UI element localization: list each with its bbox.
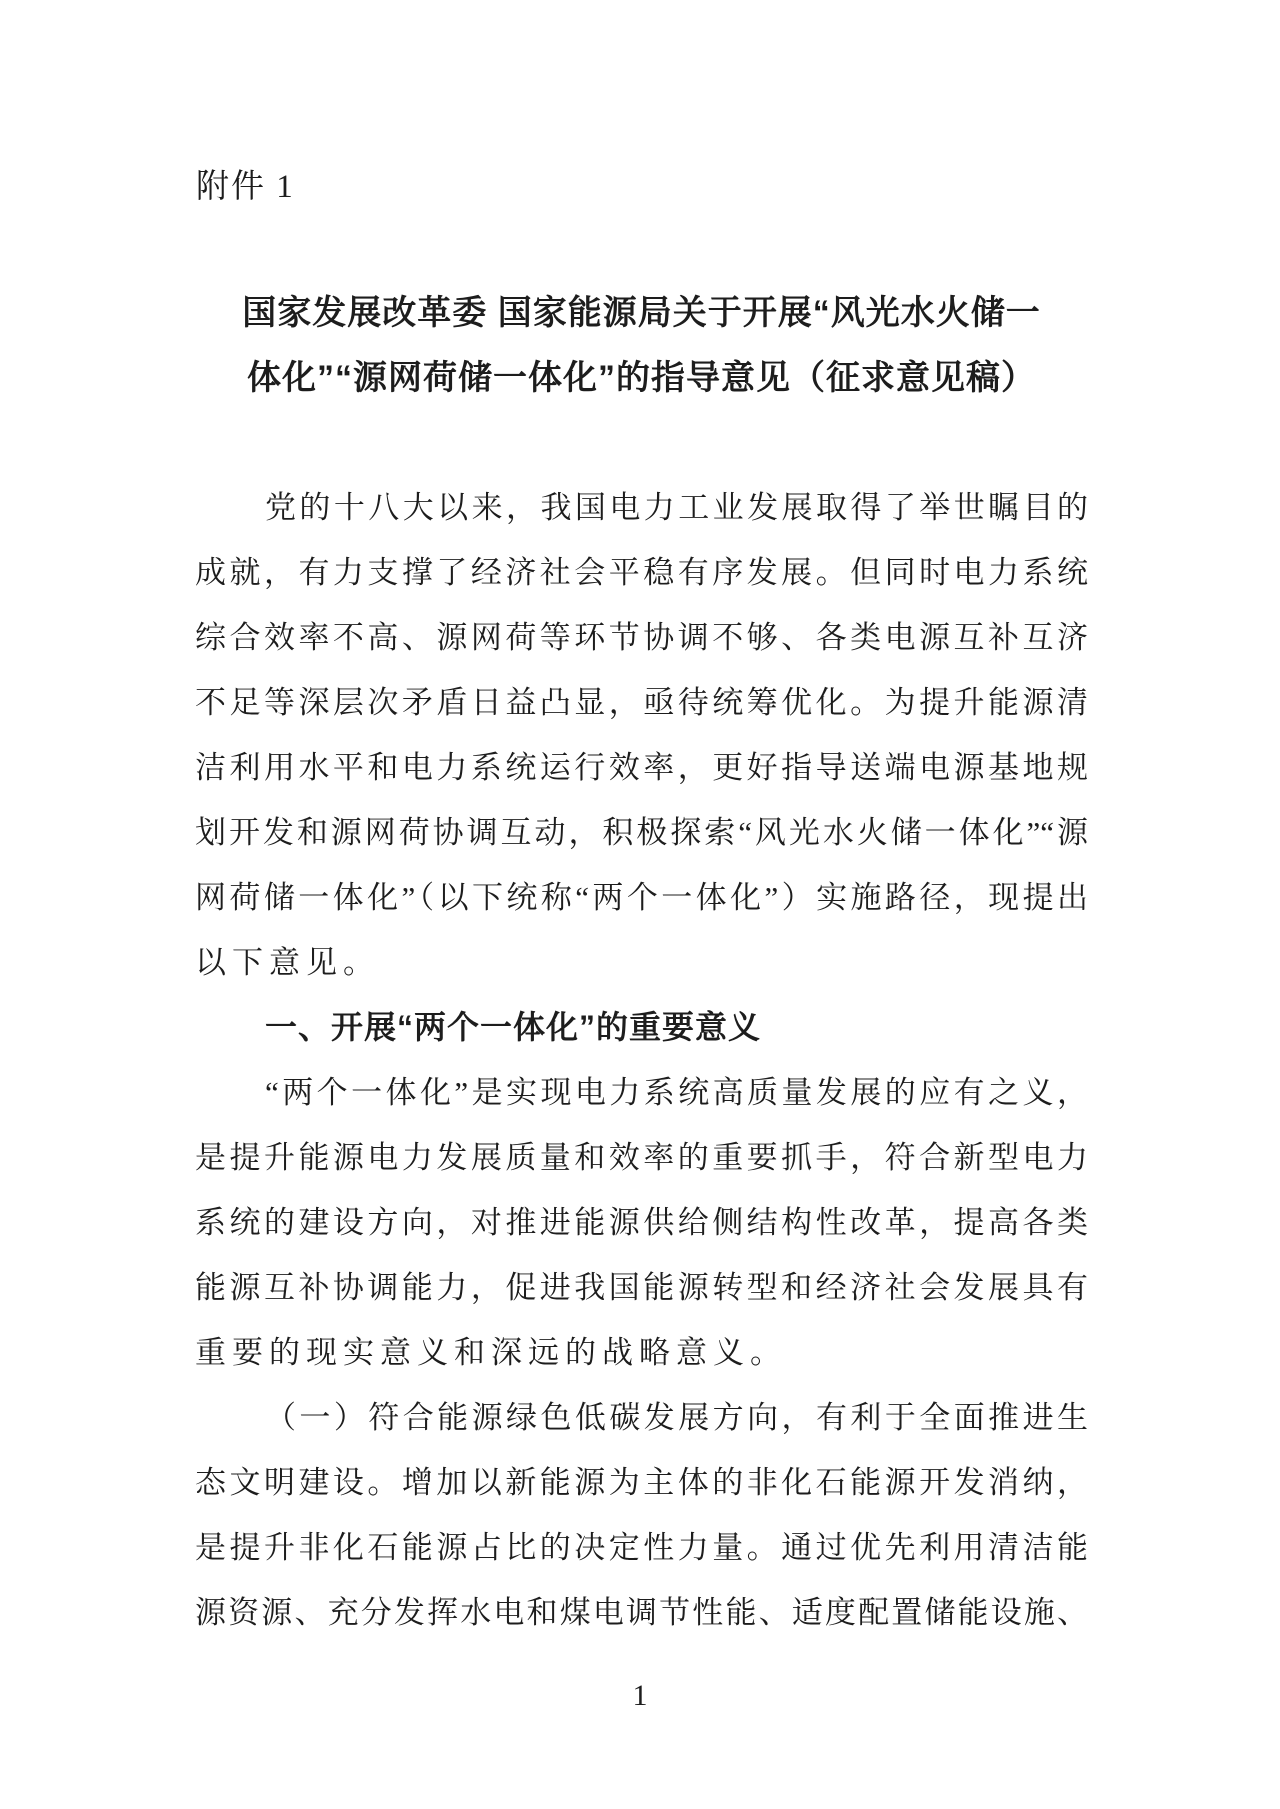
title-line-1: 国家发展改革委 国家能源局关于开展“风光水火储一 bbox=[242, 294, 1041, 332]
text-segment-normal: 以下意见。 bbox=[195, 945, 380, 980]
text-segment-normal: 是提升能源电力发展质量和效率的重要抓手，符合新型电力 bbox=[195, 1140, 1088, 1175]
body-text-line bbox=[195, 1450, 1088, 1515]
body-text-line bbox=[195, 1060, 1088, 1125]
document-title bbox=[193, 281, 1090, 411]
section-heading bbox=[195, 995, 1088, 1060]
body-text-line bbox=[195, 475, 1088, 540]
page-number: 1 bbox=[632, 1679, 648, 1712]
body-text-line bbox=[195, 1515, 1088, 1580]
body-text-line bbox=[195, 1385, 1088, 1450]
text-segment-normal: 增加以新能源为主体的非化石能源开发消纳， bbox=[401, 1465, 1089, 1500]
document-body bbox=[195, 475, 1088, 1645]
body-text-line bbox=[195, 670, 1088, 735]
text-segment-normal: 系统的建设方向，对推进能源供给侧结构性改革，提高各类 bbox=[195, 1205, 1088, 1240]
text-segment-lead: （一）符合能源绿色低碳发展方向，有利于全面推进生 bbox=[265, 1400, 1088, 1436]
text-segment-lead: 态文明建设。 bbox=[195, 1465, 402, 1501]
text-segment-normal: 不足等深层次矛盾日益凸显，亟待统筹优化。为提升能源清 bbox=[195, 685, 1088, 720]
title-line-2: 体化”“源网荷储一体化”的指导意见（征求意见稿） bbox=[247, 359, 1036, 397]
text-segment-normal: 是提升非化石能源占比的决定性力量。通过优先利用清洁能 bbox=[195, 1530, 1088, 1565]
text-segment-normal: “两个一体化”是实现电力系统高质量发展的应有之义， bbox=[265, 1075, 1088, 1110]
body-text-line bbox=[195, 1125, 1088, 1190]
text-segment-normal: 划开发和源网荷协调互动，积极探索“风光水火储一体化”“源 bbox=[195, 815, 1088, 850]
body-text-line bbox=[195, 1320, 1088, 1385]
body-text-line bbox=[195, 1190, 1088, 1255]
body-text-line bbox=[195, 735, 1088, 800]
text-segment-normal: 源资源、充分发挥水电和煤电调节性能、适度配置储能设施、 bbox=[195, 1595, 1088, 1630]
attachment-label: 附件 1 bbox=[196, 169, 295, 205]
body-text-line bbox=[195, 605, 1088, 670]
text-segment-normal: 能源互补协调能力，促进我国能源转型和经济社会发展具有 bbox=[195, 1270, 1088, 1305]
text-segment-normal: 综合效率不高、源网荷等环节协调不够、各类电源互补互济 bbox=[195, 620, 1088, 655]
body-text-line bbox=[195, 1255, 1088, 1320]
body-text-line bbox=[195, 930, 1088, 995]
body-text-line bbox=[195, 1580, 1088, 1645]
text-segment-normal: 成就，有力支撑了经济社会平稳有序发展。但同时电力系统 bbox=[195, 555, 1088, 590]
body-text-line bbox=[195, 800, 1088, 865]
text-segment-normal: 网荷储一体化”（以下统称“两个一体化”）实施路径，现提出 bbox=[195, 880, 1088, 915]
text-segment-normal: 洁利用水平和电力系统运行效率，更好指导送端电源基地规 bbox=[195, 750, 1088, 785]
body-text-line bbox=[195, 865, 1088, 930]
text-segment-normal: 党的十八大以来，我国电力工业发展取得了举世瞩目的 bbox=[265, 490, 1088, 525]
body-text-line bbox=[195, 540, 1088, 605]
text-segment-normal: 重要的现实意义和深远的战略意义。 bbox=[195, 1335, 787, 1370]
text-segment-heading: 一、开展“两个一体化”的重要意义 bbox=[265, 1009, 762, 1045]
